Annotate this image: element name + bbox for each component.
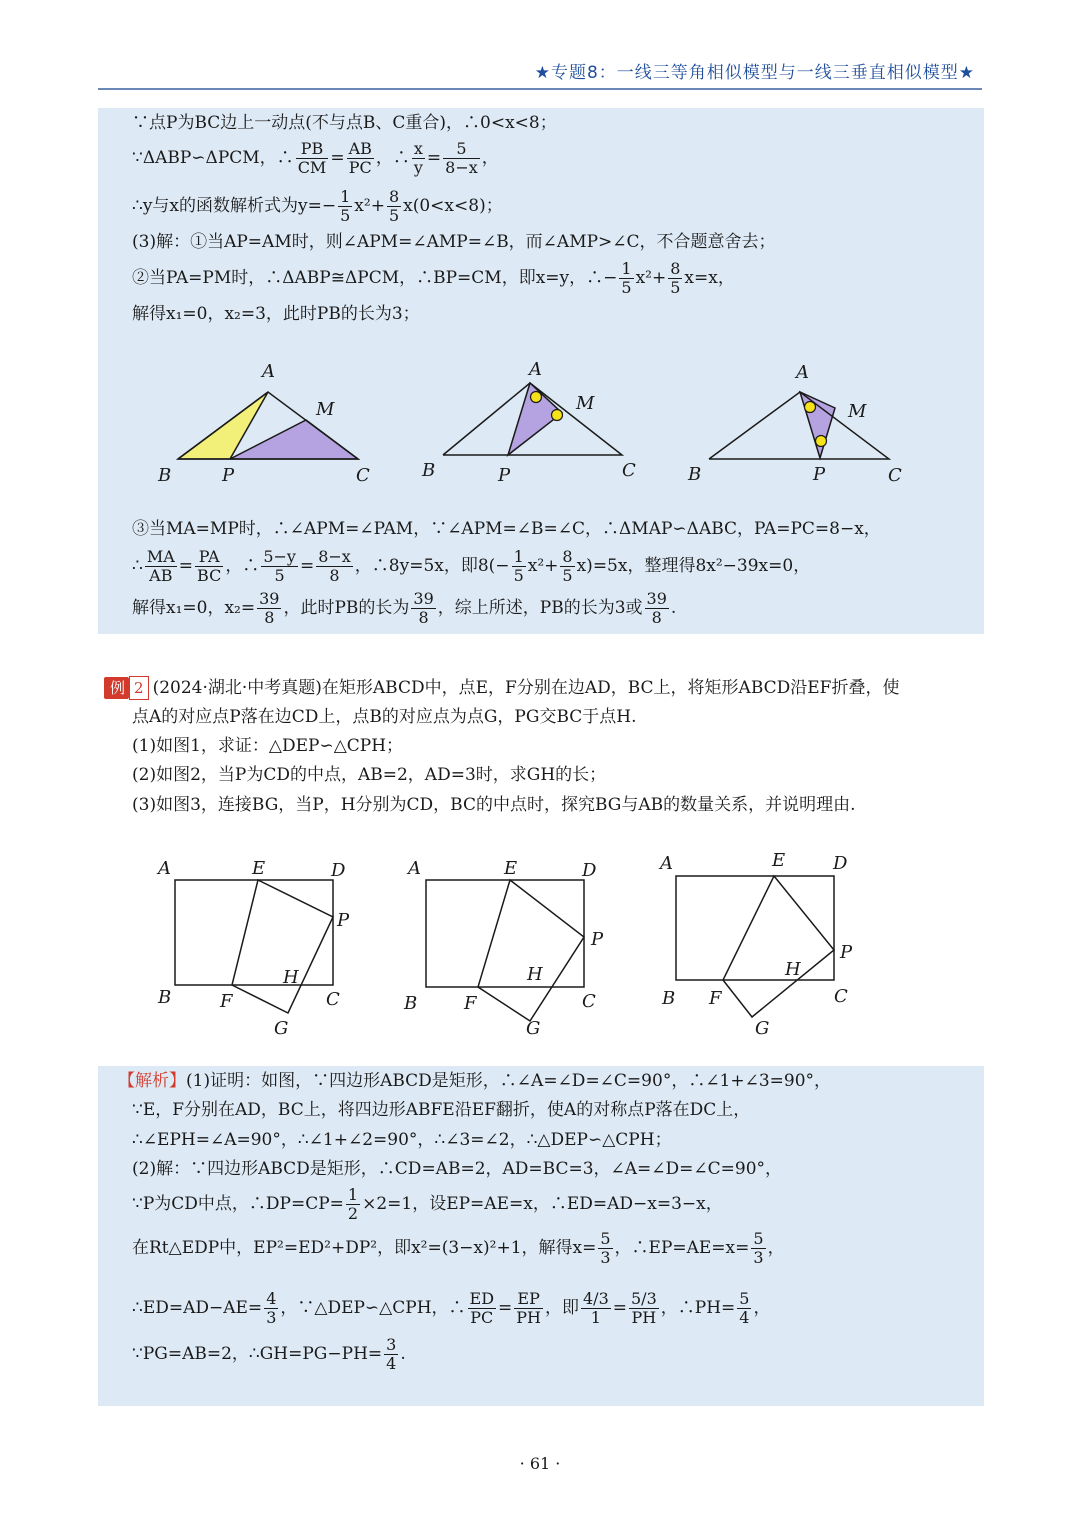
solution1-line-7: ③当MA=MP时，∴∠APM=∠PAM，∵∠APM=∠B=∠C，∴ΔMAP∽ΔABC，PA=PC=8−x， <box>132 519 881 539</box>
label-G: G <box>526 1018 541 1039</box>
fraction: $\frac{3}{4}$ <box>386 1335 397 1373</box>
label-H: H <box>527 964 543 985</box>
example2-line-1: 例 2 (2024·湖北·中考真题)在矩形ABCD中，点E，F分别在边AD，BC上，将矩形ABCD沿EF折叠，使 <box>104 676 899 700</box>
solution1-line-1: ∵点P为BC边上一动点(不与点B、C重合)，∴0<x<8； <box>132 113 557 133</box>
label-A: A <box>529 359 542 380</box>
label-E: E <box>772 850 786 871</box>
solution2-line-8: ∵PG=AB=2，∴GH=PG−PH= $\frac{3}{4}$ . <box>132 1335 406 1373</box>
fraction: $\frac{EP}{PH}$ <box>516 1289 541 1327</box>
label-F: F <box>220 991 233 1012</box>
chapter-header: ★专题8：一线三等角相似模型与一线三垂直相似模型★ <box>534 63 975 83</box>
solution1-line-3: ∴y与x的函数解析式为y=− $\frac{1}{5}$ x²+ $\frac{8}{5}$ x(0<x<8)； <box>132 187 503 225</box>
label-E: E <box>252 858 266 879</box>
triangle-figure-1 <box>157 361 370 486</box>
label-B: B <box>158 987 172 1008</box>
solution2-line-3: ∴∠EPH=∠A=90°，∴∠1+∠2=90°，∴∠3=∠2，∴△DEP∽△CPH； <box>132 1130 672 1150</box>
fraction: $\frac{4}{3}$ <box>266 1289 277 1327</box>
fraction: $\frac{1}{5}$ <box>340 187 351 225</box>
label-B: B <box>422 460 436 481</box>
fraction: $\frac{PA}{BC}$ <box>197 547 222 585</box>
fraction: $\frac{MA}{AB}$ <box>146 547 175 585</box>
label-D: D <box>331 860 346 881</box>
page-number: · 61 · <box>519 1454 561 1473</box>
rect-figure-3 <box>658 850 853 1039</box>
header-rule <box>98 88 982 90</box>
label-A: A <box>660 853 673 874</box>
fraction: $\frac{x}{y}$ <box>413 139 423 177</box>
label-B: B <box>688 464 702 485</box>
rect-figure-2 <box>403 858 604 1039</box>
example-number: 2 <box>129 676 149 700</box>
example2-question-1: (1)如图1，求证：△DEP∽△CPH； <box>132 736 404 756</box>
triangle-figure-3 <box>687 362 902 486</box>
angle-dot <box>816 436 827 447</box>
solution2-line-6: 在Rt△EDP中，EP²=ED²+DP²，即x²=(3−x)²+1，解得x= $\frac{5}{3}$ ，∴EP=AE=x= $\frac{5}{3}$ ， <box>132 1229 785 1267</box>
fraction: $\frac{5}{8-x}$ <box>445 139 478 177</box>
solution1-line-4: (3)解：①当AP=AM时，则∠APM=∠AMP=∠B，而∠AMP>∠C，不合题意舍去； <box>132 232 776 252</box>
analysis-tag: 【解析】 <box>118 1071 186 1091</box>
label-B: B <box>662 988 676 1009</box>
fraction: $\frac{8-x}{8}$ <box>318 547 351 585</box>
label-P: P <box>813 464 826 485</box>
fraction: $\frac{PB}{CM}$ <box>297 139 327 177</box>
fraction: $\frac{5/3}{PH}$ <box>631 1289 657 1327</box>
solution2-line-1: 【解析】(1)证明：如图，∵四边形ABCD是矩形，∴∠A=∠D=∠C=90°，∴∠1+∠3=90°， <box>118 1071 832 1091</box>
label-A: A <box>158 858 171 879</box>
purple-triangle <box>800 392 835 458</box>
fraction: $\frac{5}{3}$ <box>600 1229 611 1267</box>
fraction: $\frac{ED}{PC}$ <box>469 1289 495 1327</box>
label-P: P <box>337 910 350 931</box>
solution1-line-5: ②当PA=PM时，∴ΔABP≅ΔPCM，∴BP=CM，即x=y，∴− $\frac{1}{5}$ x²+ $\frac{8}{5}$ x=x， <box>132 259 735 297</box>
label-C: C <box>582 991 596 1012</box>
label-M: M <box>576 393 595 414</box>
fraction: $\frac{8}{5}$ <box>670 259 681 297</box>
example2-question-3: (3)如图3，连接BG，当P，H分别为CD，BC的中点时，探究BG与AB的数量关系，并说明理由. <box>132 795 856 815</box>
rect-figure-1 <box>156 858 350 1039</box>
fraction: $\frac{AB}{PC}$ <box>348 139 372 177</box>
label-C: C <box>622 460 636 481</box>
angle-dot <box>805 402 816 413</box>
label-P: P <box>591 929 604 950</box>
fraction: $\frac{5}{3}$ <box>753 1229 764 1267</box>
label-A: A <box>262 361 275 382</box>
label-A: A <box>796 362 809 383</box>
label-P: P <box>222 465 235 486</box>
label-D: D <box>582 860 597 881</box>
label-C: C <box>834 986 848 1007</box>
fraction: $\frac{5-y}{5}$ <box>263 547 296 585</box>
solution2-line-5: ∵P为CD中点，∴DP=CP= $\frac{1}{2}$ ×2=1，设EP=AE=x，∴ED=AD−x=3−x， <box>132 1185 723 1223</box>
fraction: $\frac{39}{8}$ <box>259 589 280 627</box>
fraction: $\frac{1}{2}$ <box>347 1185 359 1223</box>
rectangle-figures <box>140 845 880 1040</box>
fraction: $\frac{1}{5}$ <box>513 547 524 585</box>
label-M: M <box>316 399 335 420</box>
solution2-line-2: ∵E，F分别在AD，BC上，将四边形ABFE沿EF翻折，使A的对称点P落在DC上， <box>132 1100 751 1120</box>
label-E: E <box>504 858 518 879</box>
fraction: $\frac{5}{4}$ <box>739 1289 750 1327</box>
triangle-figures <box>140 355 920 500</box>
label-G: G <box>274 1018 289 1039</box>
label-D: D <box>833 853 848 874</box>
solution2-line-7: ∴ED=AD−AE= $\frac{4}{3}$ ，∵△DEP∽△CPH，∴ $\frac{ED}{PC}$ = $\frac{EP}{PH}$ ，即 $\frac{4/3}{1}$ = $\frac{5/3}{PH}$ ，∴PH= $\frac{5}{4}$ ， <box>132 1289 771 1327</box>
solution1-line-9: 解得x₁=0，x₂= $\frac{39}{8}$ ，此时PB的长为 $\frac{39}{8}$ ，综上所述，PB的长为3或 $\frac{39}{8}$ . <box>132 589 677 627</box>
label-P: P <box>840 942 853 963</box>
label-C: C <box>326 989 340 1010</box>
fraction: $\frac{39}{8}$ <box>413 589 434 627</box>
fraction: $\frac{1}{5}$ <box>621 259 632 297</box>
label-H: H <box>785 959 801 980</box>
label-G: G <box>755 1018 770 1039</box>
label-B: B <box>158 465 172 486</box>
solution1-line-8: ∴ $\frac{MA}{AB}$ = $\frac{PA}{BC}$ ，∴ $\frac{5-y}{5}$ = $\frac{8-x}{8}$ ，∴8y=5x，即8(− $\frac{1}{5}$ x²+ $\frac{8}{5}$ x)=5x，整理得8x²−39x=0， <box>132 547 811 585</box>
solution1-line-6: 解得x₁=0，x₂=3，此时PB的长为3； <box>132 304 420 324</box>
fraction: $\frac{39}{8}$ <box>646 589 667 627</box>
example-tag: 例 <box>104 677 129 699</box>
angle-dot <box>531 392 542 403</box>
label-C: C <box>888 465 902 486</box>
fraction: $\frac{4/3}{1}$ <box>583 1289 609 1327</box>
label-A: A <box>408 858 421 879</box>
label-F: F <box>709 988 722 1009</box>
label-B: B <box>404 993 418 1014</box>
example2-line-2: 点A的对应点P落在边CD上，点B的对应点为点G，PG交BC于点H. <box>132 707 637 727</box>
label-P: P <box>498 465 511 486</box>
fraction: $\frac{8}{5}$ <box>388 187 400 225</box>
angle-dot <box>552 410 563 421</box>
label-F: F <box>464 993 477 1014</box>
solution1-line-2: ∵ΔABP∽ΔPCM，∴ $\frac{PB}{CM}$ = $\frac{AB}{PC}$ ，∴ $\frac{x}{y}$ = $\frac{5}{8-x}$ ， <box>132 139 499 177</box>
fraction: $\frac{8}{5}$ <box>562 547 573 585</box>
label-H: H <box>283 967 299 988</box>
solution2-line-4: (2)解：∵四边形ABCD是矩形，∴CD=AB=2，AD=BC=3，∠A=∠D=∠C=90°， <box>132 1159 783 1179</box>
triangle-figure-2 <box>421 359 636 486</box>
label-C: C <box>356 465 370 486</box>
example2-question-2: (2)如图2，当P为CD的中点，AB=2，AD=3时，求GH的长； <box>132 765 607 785</box>
label-M: M <box>848 401 867 422</box>
